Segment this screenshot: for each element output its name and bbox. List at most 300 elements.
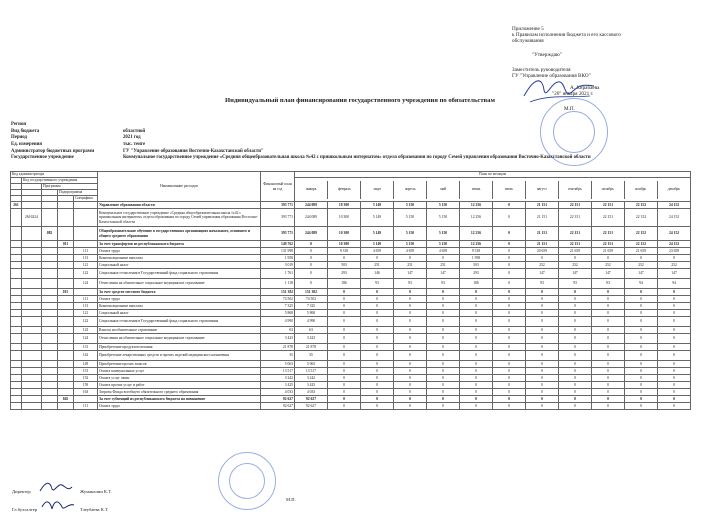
month-value-cell: 0 [559, 327, 592, 334]
month-value-cell: 0 [526, 396, 559, 403]
expense-name-cell: Социальный налог [98, 310, 261, 317]
month-value-cell: 147 [394, 269, 427, 279]
table-row [11, 241, 691, 248]
month-value-cell: 151 382 [295, 289, 328, 296]
month-value-cell: 74 502 [295, 296, 328, 303]
code-cell [42, 327, 58, 334]
code-cell [22, 389, 42, 396]
month-value-cell: 0 [526, 317, 559, 327]
month-value-cell: 0 [427, 382, 460, 389]
month-header: октябрь [591, 181, 624, 199]
month-value-cell: 0 [526, 361, 559, 368]
month-value-cell: 0 [526, 344, 559, 351]
month-value-cell: 0 [460, 361, 493, 368]
month-value-cell: 0 [394, 375, 427, 382]
annual-total-cell: 63 [261, 327, 295, 334]
annual-total-cell: 5 063 [261, 361, 295, 368]
code-cell: 149 [74, 361, 98, 368]
month-value-cell: 0 [493, 351, 526, 361]
code-cell [58, 279, 74, 289]
code-cell: 122 [74, 317, 98, 327]
expense-name-cell: За счет трансфертов из республиканского бюджета [98, 241, 261, 248]
accountant-label: Гл.бухгалтер [12, 507, 38, 512]
month-value-cell: 0 [460, 327, 493, 334]
month-value-cell: 4 990 [295, 317, 328, 327]
table-row [11, 375, 691, 382]
code-cell [11, 227, 22, 241]
table-row [11, 255, 691, 262]
month-value-cell: 0 [592, 396, 625, 403]
month-value-cell: 0 [559, 351, 592, 361]
header-specifics: Специфика [74, 196, 98, 202]
code-cell [22, 279, 42, 289]
code-cell [58, 303, 74, 310]
month-value-cell: 3 242 [295, 375, 328, 382]
accountant-signature [40, 497, 76, 513]
expense-name-cell: Приобретение прочих запасов [98, 361, 261, 368]
month-value-cell: 0 [625, 375, 658, 382]
code-cell [22, 375, 42, 382]
code-cell [74, 289, 98, 296]
month-header: декабрь [667, 187, 681, 192]
month-value-cell: 0 [460, 303, 493, 310]
month-value-cell: 5 150 [427, 209, 460, 227]
month-value-cell: 0 [658, 334, 691, 344]
month-value-cell: 293 [328, 269, 361, 279]
month-value-cell: 0 [559, 310, 592, 317]
month-value-cell: 5 063 [295, 361, 328, 368]
month-value-cell: 0 [460, 368, 493, 375]
expense-name-cell: Компенсационные выплаты [98, 303, 261, 310]
month-value-cell: 0 [625, 368, 658, 375]
month-value-cell: 0 [493, 334, 526, 344]
header-name: Наименование расходов [98, 172, 261, 202]
month-value-cell: 0 [394, 310, 427, 317]
code-cell [22, 241, 42, 248]
code-cell: 045 [58, 396, 74, 403]
expense-name-cell: Оплата услуг связи [98, 375, 261, 382]
month-value-cell: 0 [295, 255, 328, 262]
month-value-cell: 0 [361, 382, 394, 389]
month-value-cell: 0 [328, 334, 361, 344]
month-value-cell: 147 [658, 269, 691, 279]
month-value-cell: 5 150 [394, 202, 427, 209]
table-row [11, 296, 691, 303]
month-value-cell: 293 [460, 269, 493, 279]
month-value-cell: 244 089 [295, 227, 328, 241]
code-cell [42, 202, 58, 209]
month-value-cell: 252 [559, 262, 592, 269]
expense-name-cell: Оплата труда [98, 296, 261, 303]
month-value-cell: 0 [394, 396, 427, 403]
annual-total-cell: 131 998 [261, 248, 295, 255]
code-cell [22, 361, 42, 368]
month-value-cell: 0 [394, 334, 427, 344]
director-name: Жуманалин К.Т. [80, 489, 112, 494]
code-cell [42, 317, 58, 327]
table-row [11, 389, 691, 396]
month-value-cell: 0 [592, 382, 625, 389]
month-value-cell: 0 [427, 403, 460, 410]
month-value-cell: 92 627 [295, 396, 328, 403]
month-value-cell: 503 [460, 262, 493, 269]
month-value-cell: 0 [625, 303, 658, 310]
month-value-cell: 0 [559, 255, 592, 262]
month-value-cell: 92 627 [295, 403, 328, 410]
month-value-cell: 0 [526, 255, 559, 262]
code-cell: 151 [74, 368, 98, 375]
month-value-cell: 5 149 [361, 202, 394, 209]
appendix-line: Приложение 5 [512, 26, 544, 32]
month-value-cell: 0 [592, 334, 625, 344]
month-value-cell: 252 [526, 262, 559, 269]
annual-total-cell: 4 990 [261, 317, 295, 327]
code-cell [58, 389, 74, 396]
code-cell [22, 289, 42, 296]
code-cell [42, 396, 58, 403]
code-cell [22, 303, 42, 310]
month-value-cell: 0 [460, 396, 493, 403]
month-value-cell: 0 [592, 255, 625, 262]
month-value-cell: 0 [394, 255, 427, 262]
code-cell [11, 382, 22, 389]
header-code-admin: Код администратора [11, 172, 98, 178]
month-value-cell: 0 [592, 368, 625, 375]
month-header: февраль [328, 181, 361, 199]
month-value-cell: 0 [625, 255, 658, 262]
month-header: январь [295, 181, 328, 199]
table-row [11, 368, 691, 375]
month-value-cell: 0 [658, 296, 691, 303]
approval-date: "26" января 2021 г. [552, 91, 594, 97]
expense-name-cell: Оплата труда [98, 403, 261, 410]
month-value-cell: 5 149 [361, 241, 394, 248]
month-value-cell: 0 [658, 344, 691, 351]
month-value-cell: 3 423 [295, 334, 328, 344]
month-value-cell: 186 [328, 279, 361, 289]
code-cell: 111 [74, 403, 98, 410]
code-cell [42, 351, 58, 361]
month-value-cell: 93 [361, 279, 394, 289]
code-cell [58, 202, 74, 209]
approved-label: "Утверждаю" [532, 52, 562, 58]
month-value-cell: 0 [460, 317, 493, 327]
month-value-cell: 0 [361, 303, 394, 310]
month-value-cell: 0 [493, 289, 526, 296]
month-header: июль [493, 181, 526, 199]
month-value-cell: 0 [361, 334, 394, 344]
code-cell [42, 262, 58, 269]
month-value-cell: 147 [559, 269, 592, 279]
month-value-cell: 0 [394, 403, 427, 410]
month-value-cell: 63 [295, 327, 328, 334]
code-cell [11, 361, 22, 368]
code-cell [11, 296, 22, 303]
expense-name-cell: Отчисления на обязательное социальное медицинское страхование [98, 334, 261, 344]
month-value-cell: 0 [559, 344, 592, 351]
expense-name-cell: Социальные отчисления в Государственный фонд социального страхования [98, 317, 261, 327]
month-value-cell: 0 [328, 296, 361, 303]
expense-name-cell: Оплата труда [98, 248, 261, 255]
code-cell [11, 289, 22, 296]
table-row [11, 327, 691, 334]
footer-mp: М.П. [286, 497, 296, 502]
expense-name-cell: Взносы на обязательное страхование [98, 327, 261, 334]
code-cell [58, 310, 74, 317]
code-cell [11, 351, 22, 361]
month-value-cell: 252 [592, 262, 625, 269]
month-value-cell: 0 [427, 368, 460, 375]
month-value-cell: 20 659 [526, 248, 559, 255]
code-cell [42, 382, 58, 389]
month-value-cell: 0 [361, 375, 394, 382]
annual-total-cell: 35 [261, 351, 295, 361]
code-cell [22, 351, 42, 361]
month-value-cell: 0 [328, 289, 361, 296]
month-value-cell: 10 300 [328, 241, 361, 248]
month-value-cell: 0 [394, 317, 427, 327]
month-value-cell: 0 [658, 389, 691, 396]
month-value-cell: 0 [559, 368, 592, 375]
code-cell [42, 310, 58, 317]
month-value-cell: 0 [394, 296, 427, 303]
table-row [11, 279, 691, 289]
month-value-cell: 0 [625, 396, 658, 403]
month-value-cell: 0 [427, 303, 460, 310]
month-value-cell: 0 [493, 310, 526, 317]
code-cell [58, 334, 74, 344]
month-value-cell: 0 [559, 296, 592, 303]
code-cell [58, 227, 74, 241]
month-value-cell: 0 [328, 396, 361, 403]
month-value-cell: 22 152 [625, 202, 658, 209]
annual-total-cell: 393 771 [261, 202, 295, 209]
table-row [11, 202, 691, 209]
month-value-cell: 0 [427, 361, 460, 368]
month-value-cell: 21 659 [625, 248, 658, 255]
code-cell [11, 368, 22, 375]
month-value-cell: 0 [559, 403, 592, 410]
month-value-cell: 0 [394, 303, 427, 310]
month-value-cell: 0 [493, 361, 526, 368]
annual-total-cell: 13 517 [261, 368, 295, 375]
month-value-cell: 0 [460, 310, 493, 317]
month-value-cell: 0 [361, 310, 394, 317]
month-header: май [427, 181, 460, 199]
month-value-cell: 0 [559, 289, 592, 296]
month-value-cell: 35 [295, 351, 328, 361]
code-cell [11, 269, 22, 279]
code-cell [11, 241, 22, 248]
expense-name-cell: Управление образования области [98, 202, 261, 209]
month-value-cell: 21 151 [526, 227, 559, 241]
expense-name-cell: Социальные отчисления в Государственный фонд социального страхования [98, 269, 261, 279]
footer-stamp [218, 452, 276, 510]
month-value-cell: 0 [427, 255, 460, 262]
month-value-cell: 0 [526, 303, 559, 310]
month-value-cell: 0 [328, 382, 361, 389]
code-cell [22, 248, 42, 255]
month-value-cell: 0 [625, 351, 658, 361]
table-row [11, 269, 691, 279]
code-cell [22, 396, 42, 403]
annual-total-cell: 1 118 [261, 279, 295, 289]
month-value-cell: 0 [493, 344, 526, 351]
month-value-cell: 12 256 [460, 209, 493, 227]
month-value-cell: 0 [361, 317, 394, 327]
month-value-cell: 0 [361, 389, 394, 396]
month-value-cell: 0 [427, 334, 460, 344]
table-row [11, 361, 691, 368]
month-value-cell: 0 [526, 296, 559, 303]
table-row [11, 209, 691, 227]
code-cell [11, 344, 22, 351]
month-value-cell: 4 659 [361, 248, 394, 255]
code-cell [22, 317, 42, 327]
month-value-cell: 0 [658, 303, 691, 310]
month-value-cell: 0 [361, 289, 394, 296]
month-value-cell: 4 033 [295, 389, 328, 396]
month-value-cell: 0 [493, 227, 526, 241]
month-value-cell: 0 [625, 327, 658, 334]
month-value-cell: 0 [625, 389, 658, 396]
month-value-cell: 0 [427, 396, 460, 403]
month-value-cell: 0 [526, 382, 559, 389]
code-cell: 163 [74, 389, 98, 396]
month-value-cell: 0 [592, 344, 625, 351]
month-value-cell: 10 300 [328, 209, 361, 227]
annual-total-cell: 149 762 [261, 241, 295, 248]
code-cell [58, 262, 74, 269]
month-header: апрель [394, 181, 427, 199]
month-value-cell: 0 [559, 375, 592, 382]
month-value-cell: 0 [559, 303, 592, 310]
approver-org: ГУ "Управление образования ВКО" [512, 73, 591, 79]
month-value-cell: 21 151 [526, 241, 559, 248]
code-cell [74, 396, 98, 403]
month-value-cell: 0 [658, 255, 691, 262]
month-value-cell: 147 [526, 269, 559, 279]
month-value-cell: 0 [526, 403, 559, 410]
month-value-cell: 0 [559, 389, 592, 396]
code-cell [58, 269, 74, 279]
month-value-cell: 24 152 [658, 202, 691, 209]
code-cell [22, 296, 42, 303]
month-value-cell: 5 149 [361, 227, 394, 241]
code-cell [58, 327, 74, 334]
month-value-cell: 22 151 [592, 202, 625, 209]
director-signature [38, 479, 74, 495]
month-value-cell: 0 [427, 344, 460, 351]
code-cell [22, 403, 42, 410]
month-value-cell: 0 [592, 303, 625, 310]
code-cell [42, 241, 58, 248]
header-func-group: Код государственного учреждения [22, 178, 98, 184]
month-value-cell: 22 151 [559, 241, 592, 248]
code-cell [11, 262, 22, 269]
annual-total-cell: 21 878 [261, 344, 295, 351]
month-value-cell: 0 [427, 317, 460, 327]
month-value-cell: 147 [592, 269, 625, 279]
table-row [11, 227, 691, 241]
code-cell [58, 382, 74, 389]
month-value-cell: 0 [526, 368, 559, 375]
code-cell [42, 389, 58, 396]
month-value-cell: 0 [394, 368, 427, 375]
code-cell: 113 [74, 303, 98, 310]
month-value-cell: 21 659 [559, 248, 592, 255]
code-cell: 015 [58, 289, 74, 296]
month-value-cell: 94 [625, 279, 658, 289]
table-row [11, 334, 691, 344]
code-cell [74, 241, 98, 248]
month-value-cell: 0 [559, 382, 592, 389]
month-value-cell: 0 [658, 396, 691, 403]
month-header: сентябрь [558, 181, 591, 199]
code-cell: 124 [74, 334, 98, 344]
month-value-cell: 0 [559, 396, 592, 403]
month-value-cell: 0 [625, 296, 658, 303]
month-value-cell: 21 151 [526, 209, 559, 227]
month-value-cell: 5 150 [394, 227, 427, 241]
code-cell [42, 296, 58, 303]
month-value-cell: 3 425 [295, 382, 328, 389]
month-value-cell: 186 [460, 279, 493, 289]
table-row [11, 289, 691, 296]
month-value-cell: 0 [361, 327, 394, 334]
code-cell [42, 361, 58, 368]
code-cell [11, 209, 22, 227]
code-cell [42, 209, 58, 227]
month-value-cell: 0 [427, 310, 460, 317]
code-cell [11, 396, 22, 403]
month-value-cell: 0 [460, 375, 493, 382]
month-value-cell: 0 [658, 375, 691, 382]
month-value-cell: 0 [394, 389, 427, 396]
annual-total-cell: 3 242 [261, 375, 295, 382]
annual-total-cell: 4 033 [261, 389, 295, 396]
expense-name-cell: За счет субвенций из республиканского бюджета на повышение [98, 396, 261, 403]
accountant-name: Тлеубаева К.Т. [80, 507, 109, 512]
month-value-cell: 0 [328, 255, 361, 262]
code-cell [22, 368, 42, 375]
month-value-cell: 0 [460, 344, 493, 351]
month-value-cell: 0 [625, 310, 658, 317]
month-value-cell: 0 [625, 317, 658, 327]
code-cell [42, 334, 58, 344]
month-value-cell: 146 [361, 269, 394, 279]
month-value-cell: 0 [460, 389, 493, 396]
code-cell [58, 403, 74, 410]
code-cell: 011 [58, 241, 74, 248]
months-header [295, 181, 690, 199]
code-cell [58, 375, 74, 382]
code-cell [58, 361, 74, 368]
month-value-cell: 0 [295, 248, 328, 255]
month-value-cell: 0 [427, 296, 460, 303]
month-value-cell: 0 [526, 351, 559, 361]
month-value-cell: 12 256 [460, 241, 493, 248]
expense-name-cell: Оплата прочих услуг и работ [98, 382, 261, 389]
month-value-cell: 24 152 [658, 241, 691, 248]
month-value-cell: 0 [328, 368, 361, 375]
code-cell: 122 [74, 269, 98, 279]
expense-name-cell: Коммунальное государственное учреждение «Средняя общеобразовательная школа №42 с пришкольным интернатом» отдела образования по городу Семей управления образования Восточно-Казахстанской области [98, 209, 261, 227]
month-value-cell: 0 [328, 361, 361, 368]
month-value-cell: 251 [427, 262, 460, 269]
month-value-cell: 0 [493, 368, 526, 375]
month-value-cell: 0 [361, 368, 394, 375]
